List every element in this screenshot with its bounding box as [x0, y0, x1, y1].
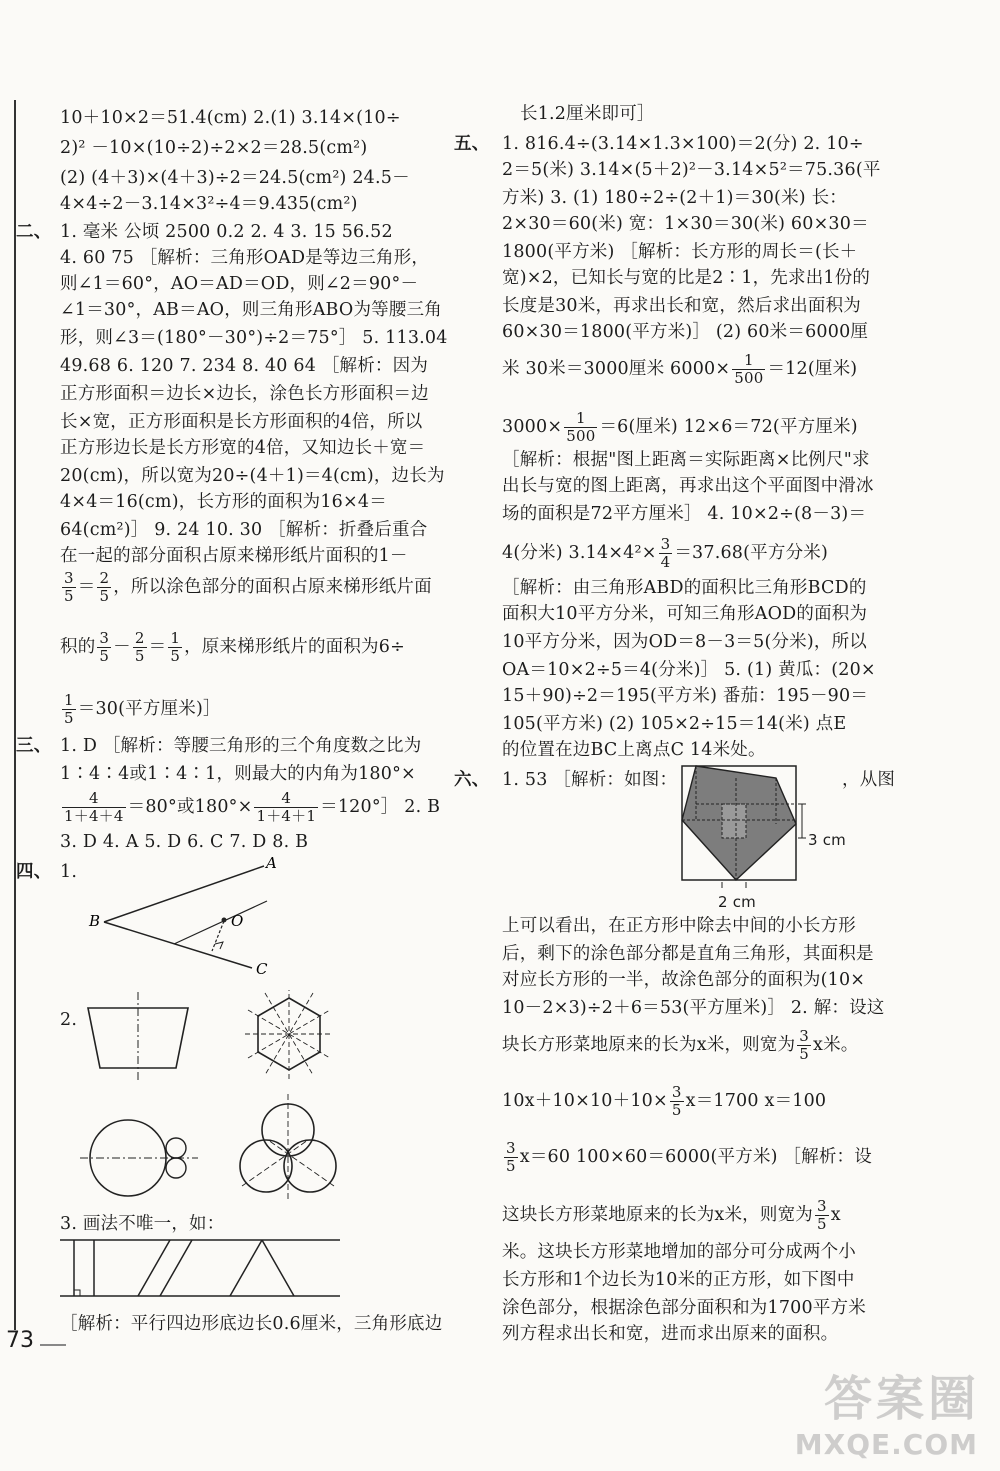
- text-line: 1∶4∶4或1∶4∶1，则最大的内角为180°×: [60, 764, 416, 784]
- text-line: 1. D ［解析：等腰三角形的三个角度数之比为: [60, 736, 422, 756]
- text-line: 3. 画法不唯一，如：: [60, 1214, 225, 1234]
- text-line: ［解析：由三角形ABD的面积比三角形BCD的: [502, 578, 867, 598]
- fraction: $\frac{3}{5}$: [671, 1083, 682, 1119]
- text-line: (2) (4＋3)×(4＋3)÷2＝24.5(cm²) 24.5－: [60, 168, 410, 188]
- symmetry-figures: [80, 990, 380, 1210]
- fraction-line: 米 30米＝3000厘米 6000× $\frac{1}{500}$ ＝12(厘米): [502, 351, 858, 387]
- text-line: ∠1＝30°，AB＝AO，则三角形ABO为等腰三角: [60, 300, 442, 320]
- fraction-line: 这块长方形菜地原来的长为x米，则宽为 $\frac{3}{5}$ x: [502, 1197, 841, 1233]
- text-line: 2×30＝60(米) 宽：1×30＝30(米) 60×30＝: [502, 214, 869, 234]
- page-number: 73: [6, 1328, 34, 1353]
- fraction-line: 块长方形菜地原来的长为x米，则宽为 $\frac{3}{5}$ x米。: [502, 1027, 859, 1063]
- text-line: 64(cm²)］ 9. 24 10. 30 ［解析：折叠后重合: [60, 520, 428, 540]
- text-line: 场的面积是72平方厘米］ 4. 10×2÷(8－3)＝: [502, 504, 867, 524]
- text-line: 3. D 4. A 5. D 6. C 7. D 8. B: [60, 832, 309, 852]
- text-line: 2＝5(米) 3.14×(5＋2)²－3.14×5²＝75.36(平: [502, 160, 881, 180]
- fraction: $\frac{1}{5}$: [64, 691, 74, 727]
- item-number: 2.: [60, 1010, 78, 1030]
- watermark-logo: 答案圈: [823, 1371, 980, 1427]
- text-line: 列方程求出长和宽，进而求出原来的面积。: [502, 1324, 839, 1344]
- fraction: $\frac{3}{4}$: [660, 535, 671, 571]
- text-line: 长×宽，正方形面积是长方形面积的4倍，所以: [60, 412, 423, 432]
- text-line: 105(平方米) (2) 105×2÷15＝14(米) 点E: [502, 714, 847, 734]
- text-line: OA＝10×2÷5＝4(分米)］ 5. (1) 黄瓜：(20×: [502, 660, 876, 680]
- label-b: B: [89, 912, 101, 930]
- circles-shape: [80, 1120, 198, 1196]
- section-marker: 二、: [16, 222, 52, 242]
- text-line: 则∠1＝60°，AO＝AD＝OD，则∠2＝90°－: [60, 274, 419, 294]
- text-line: ［解析：平行四边形底边长0.6厘米，三角形底边: [60, 1314, 443, 1334]
- text-line: 方米) 3. (1) 180÷2÷(2＋1)＝30(米) 长：: [502, 188, 847, 208]
- text-line: 对应长方形的一半，故涂色部分的面积为(10×: [502, 970, 866, 990]
- text-line: 1. 53 ［解析：如图：: [502, 770, 678, 790]
- text-line: 1. 816.4÷(3.14×1.3×100)＝2(分) 2. 10÷: [502, 134, 864, 154]
- fraction-line: 4(分米) 3.14×4²× $\frac{3}{4}$ ＝37.68(平方分米): [502, 535, 828, 571]
- text-line: 10－2×3)÷2＋6＝53(平方厘米)］ 2. 解：设这: [502, 998, 885, 1018]
- fraction-line: $\frac{4}{1+4+4}$ ＝80°或180°× $\frac{4}{1+4+1}$ ＝120°］ 2. B: [64, 789, 441, 825]
- text-line: ，从图: [842, 770, 896, 790]
- section-marker: 五、: [454, 134, 490, 154]
- text-line: 面积大10平方分米，可知三角形AOD的面积为: [502, 604, 868, 624]
- section-marker: 六、: [454, 770, 490, 790]
- fraction-line: 积的 $\frac{3}{5}$ － $\frac{2}{5}$ ＝ $\frac{1}{5}$ ，原来梯形纸片的面积为6÷: [60, 629, 405, 665]
- margin-rule: [14, 100, 16, 1330]
- fraction: $\frac{1}{500}$: [566, 409, 596, 445]
- fraction-line: 3000× $\frac{1}{500}$ ＝6(厘米) 12×6＝72(平方厘米): [502, 409, 858, 445]
- text-line: 米。这块长方形菜地增加的部分可分成两个小: [502, 1242, 856, 1262]
- fraction: $\frac{4}{1+4+4}$: [64, 789, 124, 825]
- text-line: 长方形和1个边长为10米的正方形，如下图中: [502, 1270, 855, 1290]
- section-marker: 四、: [16, 862, 52, 882]
- text-line: 在一起的部分面积占原来梯形纸片面积的1－: [60, 546, 408, 566]
- fraction: $\frac{3}{5}$: [799, 1027, 810, 1063]
- text-line: 上可以看出，在正方形中除去中间的小长方形: [502, 916, 856, 936]
- text-line: 正方形面积＝边长×边长，涂色长方形面积＝边: [60, 384, 429, 404]
- text-line: 4×4＝16(cm)，长方形的面积为16×4＝: [60, 492, 387, 512]
- text-line: 2)² －10×(10÷2)÷2×2＝28.5(cm²): [60, 138, 368, 158]
- text-line: 涂色部分，根据涂色部分面积和为1700平方米: [502, 1298, 866, 1318]
- text-line: 出长与宽的图上距离，再求出这个平面图中滑冰: [502, 476, 874, 496]
- fraction: $\frac{2}{5}$: [134, 629, 145, 665]
- text-line: 形，则∠3＝(180°－30°)÷2＝75°］ 5. 113.04: [60, 328, 448, 348]
- fraction: $\frac{2}{5}$: [99, 569, 110, 605]
- text-line: 长1.2厘米即可］: [520, 104, 655, 124]
- text-line: 正方形边长是长方形宽的4倍，又知边长＋宽＝: [60, 438, 426, 458]
- fraction: $\frac{1}{5}$: [170, 629, 181, 665]
- fraction: $\frac{3}{5}$: [64, 569, 74, 605]
- item-number: 1.: [60, 862, 78, 882]
- fraction-line: $\frac{3}{5}$ x＝60 100×60＝6000(平方米) ［解析：设: [506, 1139, 872, 1175]
- fraction: $\frac{3}{5}$: [816, 1197, 827, 1233]
- fraction-line: $\frac{1}{5}$ ＝30(平方厘米)］: [64, 691, 221, 727]
- hexagon-shape: [245, 990, 333, 1082]
- text-line: 49.68 6. 120 7. 234 8. 40 64 ［解析：因为: [60, 356, 429, 376]
- text-line: 的位置在边BC上离点C 14米处。: [502, 740, 766, 760]
- text-line: 1800(平方米) ［解析：长方形的周长＝(长＋: [502, 242, 858, 262]
- fraction: $\frac{3}{5}$: [99, 629, 110, 665]
- fraction: $\frac{4}{1+4+1}$: [256, 789, 317, 825]
- text-line: 10＋10×2＝51.4(cm) 2.(1) 3.14×(10÷: [60, 108, 401, 128]
- text-line: 10平方分米，因为OD＝8－3＝5(分米)，所以: [502, 632, 868, 652]
- fraction-line: 10x＋10×10＋10× $\frac{3}{5}$ x＝1700 x＝100: [502, 1083, 827, 1119]
- watermark-url: MXQE.COM: [794, 1428, 978, 1461]
- label-c: C: [256, 960, 268, 978]
- label-o: O: [231, 912, 244, 930]
- section-marker: 三、: [16, 736, 52, 756]
- text-line: 60×30＝1800(平方米)］ (2) 60米＝6000厘: [502, 322, 869, 342]
- text-line: 4×4÷2－3.14×3²÷4＝9.435(cm²): [60, 194, 358, 214]
- three-circles-shape: [240, 1094, 336, 1202]
- page-number-dash: [40, 1344, 66, 1346]
- text-line: 20(cm)，所以宽为20÷(4＋1)＝4(cm)，边长为: [60, 466, 445, 486]
- label-a: A: [266, 856, 277, 872]
- fraction: $\frac{1}{500}$: [734, 351, 764, 387]
- text-line: 后，剩下的涂色部分都是直角三角形，其面积是: [502, 944, 874, 964]
- parallel-lines-figure: [60, 1234, 350, 1304]
- angle-bisector-figure: [84, 856, 334, 986]
- text-line: ［解析：根据"图上距离＝实际距离×比例尺"求: [502, 450, 870, 470]
- text-line: 宽)×2，已知长与宽的比是2∶1，先求出1份的: [502, 268, 871, 288]
- text-line: 15＋90)÷2＝195(平方米) 番茄：195－90＝: [502, 686, 869, 706]
- label-3cm: 3 cm: [808, 831, 846, 849]
- text-line: 4. 60 75 ［解析：三角形OAD是等边三角形，: [60, 248, 430, 268]
- fraction-line: $\frac{3}{5}$ ＝ $\frac{2}{5}$ ，所以涂色部分的面积占原来梯形纸片面: [64, 569, 432, 605]
- text-line: 长度是30米，再求出长和宽，然后求出面积为: [502, 296, 861, 316]
- label-2cm: 2 cm: [718, 893, 756, 911]
- text-line: 1. 毫米 公顷 2500 0.2 2. 4 3. 15 56.52: [60, 222, 393, 242]
- fraction: $\frac{3}{5}$: [506, 1139, 516, 1175]
